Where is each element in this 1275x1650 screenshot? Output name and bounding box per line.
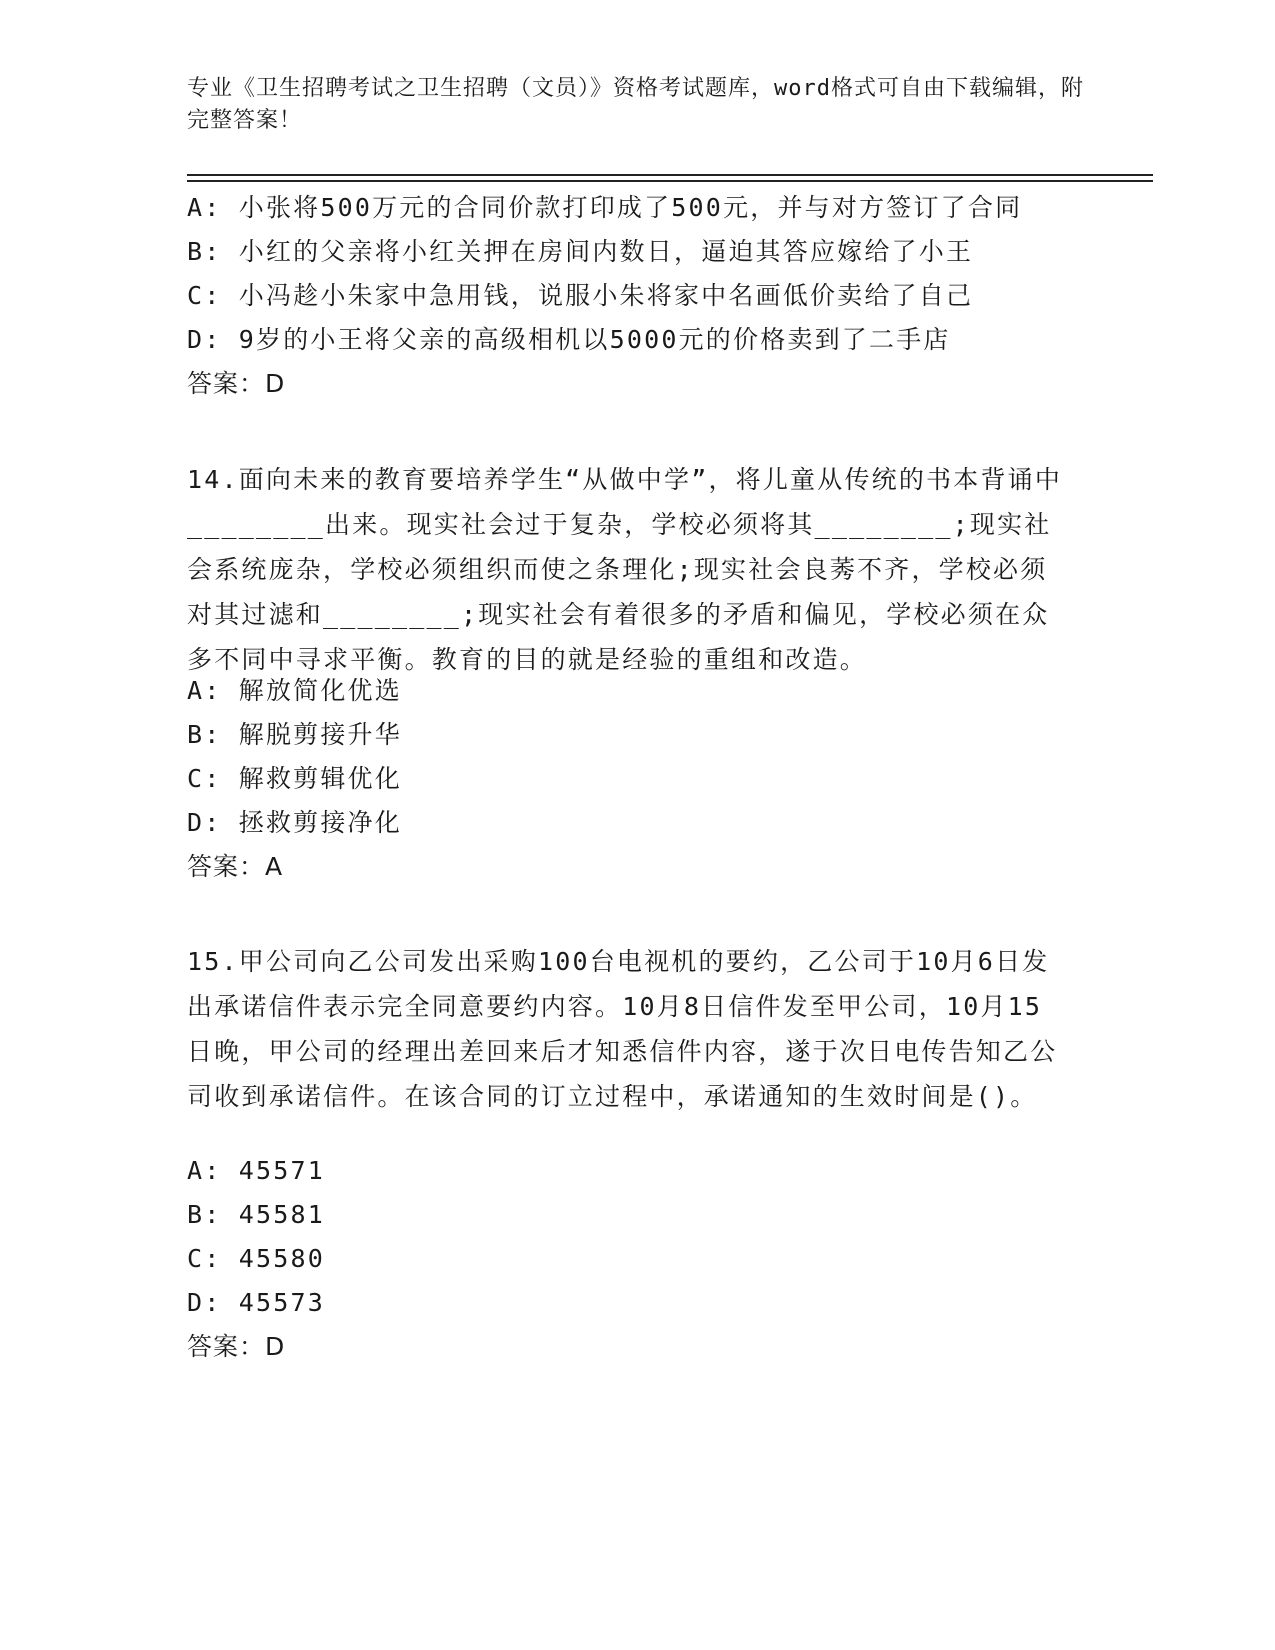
q14-answer: 答案：A <box>187 852 284 881</box>
q13-option-d: D: 9岁的小王将父亲的高级相机以5000元的价格卖到了二手店 <box>187 325 951 354</box>
header-divider-bottom <box>187 180 1153 182</box>
q15-option-c: C: 45580 <box>187 1244 326 1273</box>
q14-option-c: C: 解救剪辑优化 <box>187 764 402 793</box>
q14-option-a: A: 解放简化优选 <box>187 676 402 705</box>
header-divider-top <box>187 174 1153 176</box>
q13-option-b: B: 小红的父亲将小红关押在房间内数日，逼迫其答应嫁给了小王 <box>187 237 974 266</box>
q15-option-d: D: 45573 <box>187 1288 326 1317</box>
q14-option-b: B: 解脱剪接升华 <box>187 720 402 749</box>
document-header: 专业《卫生招聘考试之卫生招聘（文员）》资格考试题库，word格式可自由下载编辑，附完整答案！ <box>187 76 1084 133</box>
q13-option-c: C: 小冯趁小朱家中急用钱，说服小朱将家中名画低价卖给了自己 <box>187 281 974 310</box>
q13-answer: 答案：D <box>187 369 286 398</box>
q14-stem: 14.面向未来的教育要培养学生“从做中学”，将儿童从传统的书本背诵中________出来。现实社会过于复杂，学校必须将其________;现实社会系统庞杂，学校必须组织而使之条理化;现实社会良莠不齐，学校必须对其过滤和________;现实社会有着很多的矛盾和偏见，学校必须在众多不同中寻求平衡。教育的目的就是经验的重组和改造。 <box>187 465 1063 674</box>
q15-option-b: B: 45581 <box>187 1200 326 1229</box>
q13-option-a: A: 小张将500万元的合同价款打印成了500元，并与对方签订了合同 <box>187 193 1023 222</box>
q15-answer: 答案：D <box>187 1332 286 1361</box>
q14-option-d: D: 拯救剪接净化 <box>187 808 402 837</box>
q15-option-a: A: 45571 <box>187 1156 326 1185</box>
q15-stem: 15.甲公司向乙公司发出采购100台电视机的要约，乙公司于10月6日发出承诺信件表示完全同意要约内容。10月8日信件发至甲公司，10月15日晚，甲公司的经理出差回来后才知悉信件内容，遂于次日电传告知乙公司收到承诺信件。在该合同的订立过程中，承诺通知的生效时间是()。 <box>187 947 1058 1111</box>
